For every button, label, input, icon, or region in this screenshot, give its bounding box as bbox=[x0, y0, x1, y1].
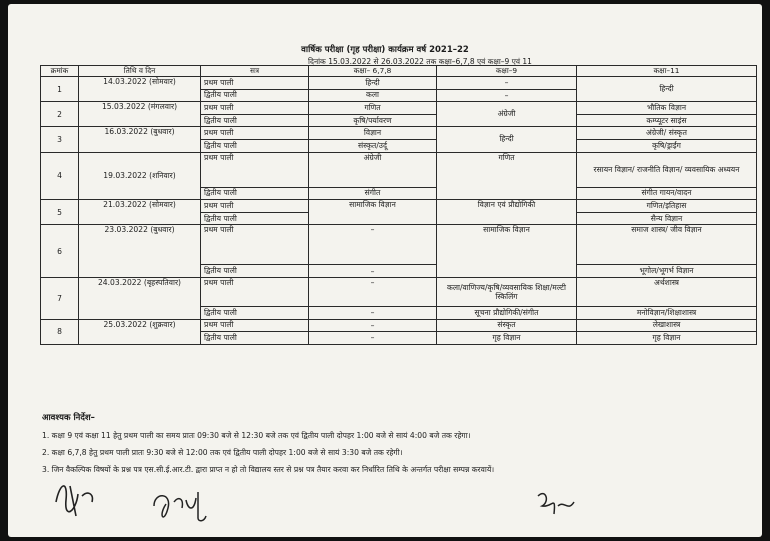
row-session: प्रथम पाली bbox=[201, 77, 309, 90]
row-sno: 6 bbox=[41, 225, 79, 278]
instructions-heading: आवश्यक निर्देश– bbox=[42, 413, 95, 423]
row-sno: 8 bbox=[41, 319, 79, 344]
row-sno: 3 bbox=[41, 127, 79, 152]
exam-schedule-table bbox=[40, 65, 757, 345]
row-session: द्वितीय पाली bbox=[201, 89, 309, 102]
cell-class-678: – bbox=[309, 319, 437, 332]
row-session: द्वितीय पाली bbox=[201, 306, 309, 319]
cell-class-9: – bbox=[437, 77, 577, 90]
document-page bbox=[8, 4, 762, 537]
signature-1 bbox=[48, 472, 118, 522]
cell-class-678: अंग्रेजी bbox=[309, 152, 437, 187]
cell-class-11: संगीत गायन/वादन bbox=[577, 187, 757, 200]
row-session: प्रथम पाली bbox=[201, 102, 309, 115]
row-sno: 2 bbox=[41, 102, 79, 127]
cell-class-9: सामाजिक विज्ञान bbox=[437, 225, 577, 278]
signature-3 bbox=[528, 484, 588, 524]
table-row bbox=[41, 152, 757, 187]
table-row bbox=[41, 127, 757, 140]
row-date: 24.03.2022 (बृहस्पतिवार) bbox=[79, 277, 201, 319]
cell-class-9: विज्ञान एवं प्रौद्योगिकी bbox=[437, 200, 577, 225]
header-class-11: कक्षा–11 bbox=[577, 66, 757, 77]
cell-class-678: सामाजिक विज्ञान bbox=[309, 200, 437, 225]
document-title: वार्षिक परीक्षा (गृह परीक्षा) कार्यक्रम वर्ष 2021–22 bbox=[301, 45, 469, 55]
table-row bbox=[41, 77, 757, 90]
row-date: 15.03.2022 (मंगलवार) bbox=[79, 102, 201, 127]
signature-2 bbox=[148, 482, 218, 527]
row-session: प्रथम पाली bbox=[201, 225, 309, 265]
cell-class-678: – bbox=[309, 306, 437, 319]
cell-class-678: – bbox=[309, 332, 437, 345]
cell-class-11: गृह विज्ञान bbox=[577, 332, 757, 345]
row-sno: 1 bbox=[41, 77, 79, 102]
cell-class-9: – bbox=[437, 89, 577, 102]
instruction-item: 3. जिन वैकल्पिक विषयों के प्रश्न पत्र एस.सी.ई.आर.टी. द्वारा प्राप्त न हो तो विद्यालय स्तर से प्रश्न पत्र तैयार करवा कर निर्धारित तिथि के अन्तर्गत परीक्षा सम्पन्न करवायें। bbox=[42, 465, 495, 474]
cell-class-9: कला/वाणिज्य/कृषि/व्यवसायिक शिक्षा/मल्टी स्किलिंग bbox=[437, 277, 577, 306]
row-date: 21.03.2022 (सोमवार) bbox=[79, 200, 201, 225]
instruction-item: 2. कक्षा 6,7,8 हेतु प्रथम पाली प्रातः 9:30 बजे से 12:00 तक एवं द्वितीय पाली दोपहर 1:00 बजे से सायं 3:30 बजे तक रहेगी। bbox=[42, 448, 403, 457]
cell-class-11: अंग्रेजी/ संस्कृत bbox=[577, 127, 757, 140]
document-subtitle: दिनांक 15.03.2022 से 26.03.2022 तक कक्षा–6,7,8 एवं कक्षा–9 एवं 11 bbox=[308, 57, 532, 66]
table-row bbox=[41, 319, 757, 332]
cell-class-9: हिन्दी bbox=[437, 127, 577, 152]
row-session: द्वितीय पाली bbox=[201, 212, 309, 225]
row-session: द्वितीय पाली bbox=[201, 139, 309, 152]
cell-class-9: गणित bbox=[437, 152, 577, 200]
cell-class-9: संस्कृत bbox=[437, 319, 577, 332]
row-session: द्वितीय पाली bbox=[201, 114, 309, 127]
cell-class-11: गणित/इतिहास bbox=[577, 200, 757, 213]
row-session: प्रथम पाली bbox=[201, 200, 309, 213]
cell-class-678: हिन्दी bbox=[309, 77, 437, 90]
cell-class-678: गणित bbox=[309, 102, 437, 115]
cell-class-11: मनोविज्ञान/शिक्षाशास्त्र bbox=[577, 306, 757, 319]
instructions-section bbox=[42, 412, 742, 482]
instruction-item: 1. कक्षा 9 एवं कक्षा 11 हेतु प्रथम पाली का समय प्रातः 09:30 बजे से 12:30 बजे तक एवं द्वितीय पाली दोपहर 1:00 बजे से सायं 4:00 बजे तक रहेगा। bbox=[42, 431, 471, 440]
cell-class-9: सूचना प्रौद्योगिकी/संगीत bbox=[437, 306, 577, 319]
header-sno: क्रमांक bbox=[41, 66, 79, 77]
header-session: सत्र bbox=[201, 66, 309, 77]
cell-class-11: कृषि/ड्राईंग bbox=[577, 139, 757, 152]
row-session: द्वितीय पाली bbox=[201, 332, 309, 345]
row-sno: 5 bbox=[41, 200, 79, 225]
row-session: द्वितीय पाली bbox=[201, 187, 309, 200]
row-session: प्रथम पाली bbox=[201, 319, 309, 332]
header-class-678: कक्षा– 6,7,8 bbox=[309, 66, 437, 77]
table-row bbox=[41, 277, 757, 306]
cell-class-678: – bbox=[309, 225, 437, 265]
table-row bbox=[41, 102, 757, 115]
cell-class-9: गृह विज्ञान bbox=[437, 332, 577, 345]
table-row bbox=[41, 225, 757, 265]
row-date: 25.03.2022 (शुक्रवार) bbox=[79, 319, 201, 344]
row-date: 14.03.2022 (सोमवार) bbox=[79, 77, 201, 102]
cell-class-678: कला bbox=[309, 89, 437, 102]
row-sno: 7 bbox=[41, 277, 79, 319]
table-header-row bbox=[41, 66, 757, 77]
cell-class-11: भूगोल/भूगर्भ विज्ञान bbox=[577, 265, 757, 278]
row-date: 19.03.2022 (शनिवार) bbox=[79, 152, 201, 200]
row-date: 16.03.2022 (बुधवार) bbox=[79, 127, 201, 152]
cell-class-11: रसायन विज्ञान/ राजनीति विज्ञान/ व्यवसायिक अध्ययन bbox=[577, 152, 757, 187]
row-session: प्रथम पाली bbox=[201, 127, 309, 140]
cell-class-11: सैन्य विज्ञान bbox=[577, 212, 757, 225]
cell-class-678: – bbox=[309, 277, 437, 306]
cell-class-11: समाज शास्त्र/ जीव विज्ञान bbox=[577, 225, 757, 265]
row-sno: 4 bbox=[41, 152, 79, 200]
cell-class-678: कृषि/पर्यावरण bbox=[309, 114, 437, 127]
cell-class-678: संस्कृत/उर्दू bbox=[309, 139, 437, 152]
cell-class-9: अंग्रेजी bbox=[437, 102, 577, 127]
cell-class-678: संगीत bbox=[309, 187, 437, 200]
cell-class-678: – bbox=[309, 265, 437, 278]
row-date: 23.03.2022 (बुधवार) bbox=[79, 225, 201, 278]
row-session: द्वितीय पाली bbox=[201, 265, 309, 278]
row-session: प्रथम पाली bbox=[201, 277, 309, 306]
cell-class-11: हिन्दी bbox=[577, 77, 757, 102]
cell-class-11: अर्थशास्त्र bbox=[577, 277, 757, 306]
cell-class-11: भौतिक विज्ञान bbox=[577, 102, 757, 115]
header-date: तिथि व दिन bbox=[79, 66, 201, 77]
table-row bbox=[41, 200, 757, 213]
cell-class-11: कम्प्यूटर साइंस bbox=[577, 114, 757, 127]
row-session: प्रथम पाली bbox=[201, 152, 309, 187]
header-class-9: कक्षा–9 bbox=[437, 66, 577, 77]
cell-class-678: विज्ञान bbox=[309, 127, 437, 140]
cell-class-11: लेखाशास्त्र bbox=[577, 319, 757, 332]
